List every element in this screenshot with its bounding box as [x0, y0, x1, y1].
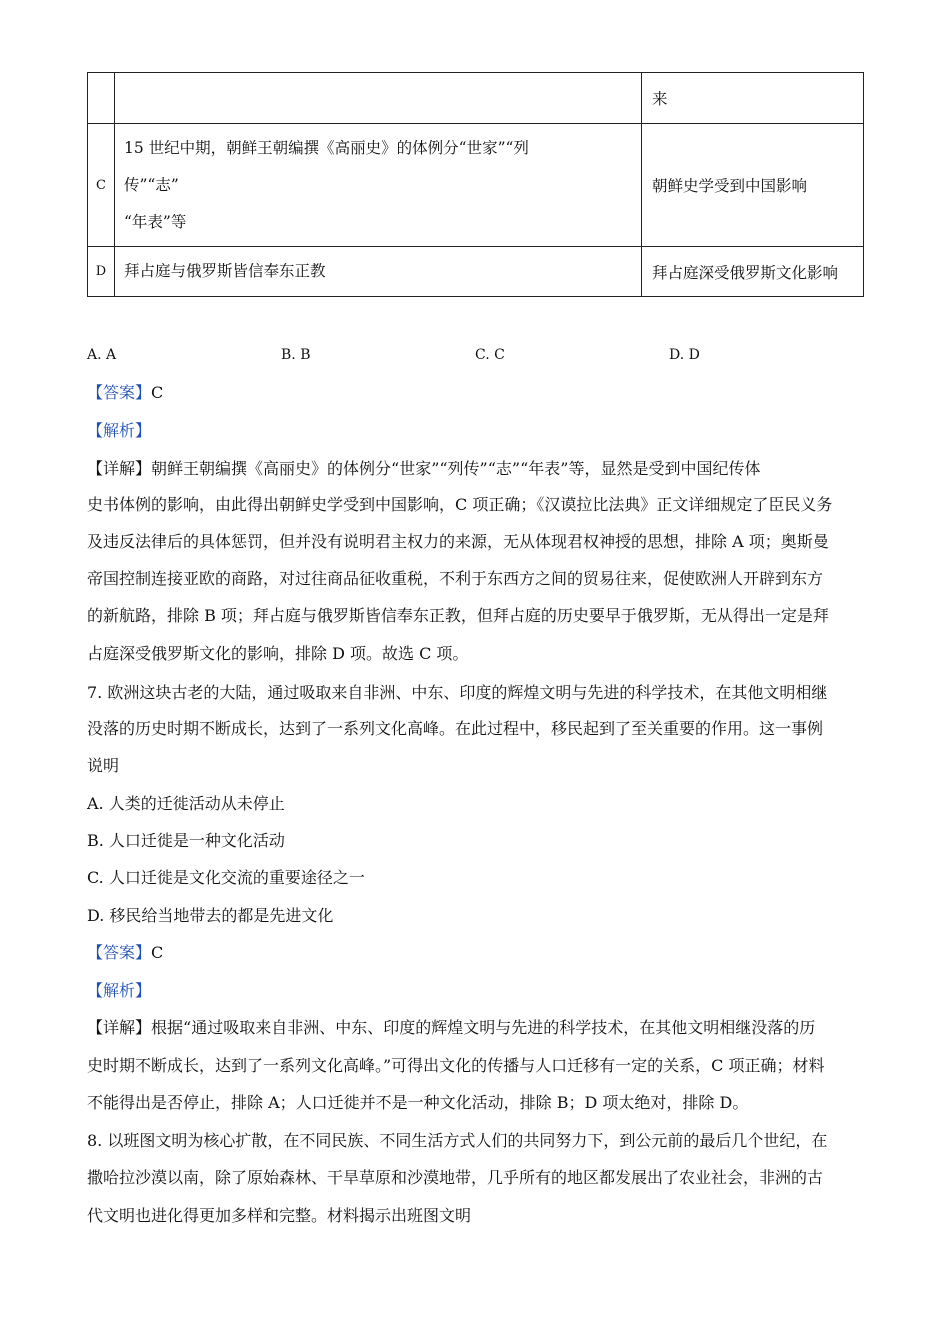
q6-detail-line: 【详解】朝鲜王朝编撰《高丽史》的体例分“世家”“列传”“志”“年表”等，显然是受到中国纪传体 [87, 459, 761, 478]
q6-detail-line: 史书体例的影响，由此得出朝鲜史学受到中国影响，C 项正确；《汉谟拉比法典》正文详细规定了臣民义务 [87, 495, 833, 514]
row-content [115, 73, 642, 124]
q7-option-b: B. 人口迁徙是一种文化活动 [87, 831, 285, 850]
q7-stem-line: 7. 欧洲这块古老的大陆，通过吸取来自非洲、中东、印度的辉煌文明与先进的科学技术，在其他文明相继 [87, 683, 828, 702]
detail-label: 【详解】 [87, 1018, 152, 1037]
answer-value: C [151, 943, 164, 962]
q7-analysis-label: 【解析】 [87, 981, 152, 1000]
row-result: 拜占庭深受俄罗斯文化影响 [642, 247, 864, 297]
q8-stem-line: 撒哈拉沙漠以南，除了原始森林、干旱草原和沙漠地带，几乎所有的地区都发展出了农业社会，非洲的古 [87, 1168, 824, 1187]
row-content-line: 15 世纪中期，朝鲜王朝编撰《高丽史》的体例分“世家”“列 [124, 138, 529, 157]
q7-option-d: D. 移民给当地带去的都是先进文化 [87, 906, 334, 925]
q6-options [87, 347, 887, 371]
q6-option-a: A. A [87, 347, 117, 363]
q7-option-c: C. 人口迁徙是文化交流的重要途径之一 [87, 868, 365, 887]
answer-label: 【答案】 [87, 383, 152, 402]
q7-option-a: A. 人类的迁徙活动从未停止 [87, 794, 285, 813]
q6-detail-line: 帝国控制连接亚欧的商路，对过往商品征收重税，不利于东西方之间的贸易往来，促使欧洲人开辟到东方 [87, 569, 824, 588]
option-table [87, 72, 864, 297]
answer-value: C [151, 383, 164, 402]
q6-option-d: D. D [669, 347, 700, 363]
q7-answer [87, 941, 163, 965]
table-row [88, 73, 864, 124]
row-result: 朝鲜史学受到中国影响 [642, 124, 864, 247]
q7-detail-line: 不能得出是否停止，排除 A；人口迁徙并不是一种文化活动，排除 B；D 项太绝对，排除 D。 [87, 1093, 749, 1112]
row-content: 拜占庭与俄罗斯皆信奉东正教 [115, 247, 642, 297]
q7-detail-line: 【详解】根据“通过吸取来自非洲、中东、印度的辉煌文明与先进的科学技术，在其他文明相继没落的历 [87, 1018, 816, 1037]
q6-option-c: C. C [475, 347, 505, 363]
q6-option-b: B. B [281, 347, 311, 363]
table-row [88, 247, 864, 297]
row-letter [88, 73, 115, 124]
answer-label: 【答案】 [87, 943, 152, 962]
q6-detail-line: 占庭深受俄罗斯文化的影响，排除 D 项。故选 C 项。 [87, 644, 469, 663]
row-content-line: “年表”等 [124, 212, 187, 231]
row-letter: C [88, 124, 115, 247]
q8-stem-line: 8. 以班图文明为核心扩散，在不同民族、不同生活方式人们的共同努力下，到公元前的最后几个世纪，在 [87, 1131, 828, 1150]
row-content [115, 124, 642, 247]
table-row [88, 124, 864, 247]
detail-label: 【详解】 [87, 459, 152, 478]
row-result: 来 [642, 73, 864, 124]
q6-detail-line: 的新航路，排除 B 项；拜占庭与俄罗斯皆信奉东正教，但拜占庭的历史要早于俄罗斯，无从得出一定是拜 [87, 606, 829, 625]
row-letter: D [88, 247, 115, 297]
q7-stem-line: 没落的历史时期不断成长，达到了一系列文化高峰。在此过程中，移民起到了至关重要的作用。这一事例 [87, 719, 824, 738]
q7-detail-line: 史时期不断成长，达到了一系列文化高峰。”可得出文化的传播与人口迁移有一定的关系，C 项正确；材料 [87, 1056, 825, 1075]
row-content-line: 传”“志” [124, 175, 179, 194]
q8-stem-line: 代文明也进化得更加多样和完整。材料揭示出班图文明 [87, 1206, 472, 1225]
q6-detail-line: 及违反法律后的具体惩罚，但并没有说明君主权力的来源，无从体现君权神授的思想，排除 A 项；奥斯曼 [87, 532, 829, 551]
q6-analysis-label: 【解析】 [87, 421, 152, 440]
q7-stem-line: 说明 [87, 756, 120, 775]
q6-answer [87, 381, 163, 405]
